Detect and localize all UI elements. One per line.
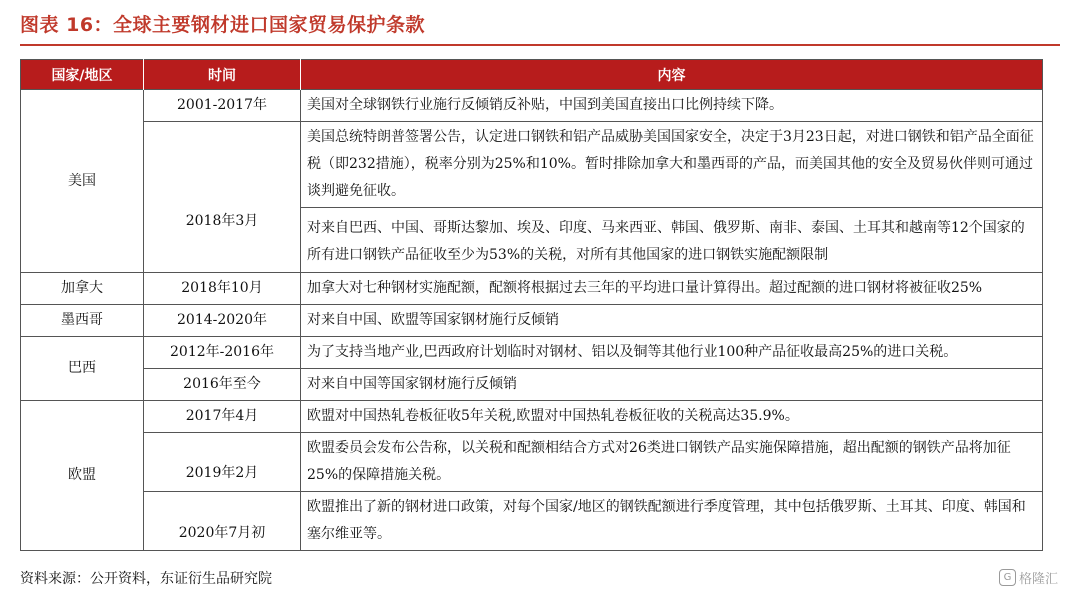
trade-protection-table [20,59,1043,551]
content-cell: 对来自中国、欧盟等国家钢材施行反倾销 [301,305,1043,337]
table-header-row [21,60,1043,90]
watermark [999,568,1058,587]
table-row [21,433,1043,492]
page-title: 图表 16：全球主要钢材进口国家贸易保护条款 [20,14,426,36]
country-cell: 美国 [21,90,144,273]
time-cell: 2018年10月 [144,273,301,305]
content-cell: 加拿大对七种钢材实施配额，配额将根据过去三年的平均进口量计算得出。超过配额的进口钢材将被征收25% [301,273,1043,305]
source-note: 资料来源：公开资料，东证衍生品研究院 [20,571,272,587]
time-cell: 2017年4月 [144,401,301,433]
watermark-text: 格隆汇 [1018,572,1058,587]
header-country: 国家/地区 [21,60,144,90]
time-cell: 2014-2020年 [144,305,301,337]
table-row [21,273,1043,305]
time-cell: 2020年7月初 [144,492,301,551]
country-cell: 墨西哥 [21,305,144,337]
table-row [21,492,1043,551]
country-cell: 加拿大 [21,273,144,305]
table-row [21,122,1043,208]
time-cell: 2016年至今 [144,369,301,401]
table-row [21,305,1043,337]
table-row [21,90,1043,122]
table-row [21,401,1043,433]
table-row [21,337,1043,369]
content-cell: 对来自中国等国家钢材施行反倾销 [301,369,1043,401]
content-cell: 欧盟推出了新的钢材进口政策，对每个国家/地区的钢铁配额进行季度管理，其中包括俄罗斯、土耳其、印度、韩国和塞尔维亚等。 [301,492,1043,551]
time-cell: 2012年-2016年 [144,337,301,369]
watermark-logo-icon: G [999,569,1016,586]
table-row [21,369,1043,401]
content-cell: 美国对全球钢铁行业施行反倾销反补贴，中国到美国直接出口比例持续下降。 [301,90,1043,122]
country-cell: 巴西 [21,337,144,401]
country-cell: 欧盟 [21,401,144,551]
content-cell: 欧盟对中国热轧卷板征收5年关税,欧盟对中国热轧卷板征收的关税高达35.9%。 [301,401,1043,433]
content-cell: 为了支持当地产业,巴西政府计划临时对钢材、铝以及铜等其他行业100种产品征收最高25%的进口关税。 [301,337,1043,369]
content-cell: 欧盟委员会发布公告称，以关税和配额相结合方式对26类进口钢铁产品实施保障措施，超出配额的钢铁产品将加征25%的保障措施关税。 [301,433,1043,492]
time-cell: 2019年2月 [144,433,301,492]
header-time: 时间 [144,60,301,90]
time-cell: 2001-2017年 [144,90,301,122]
content-cell: 美国总统特朗普签署公告，认定进口钢铁和铝产品威胁美国国家安全，决定于3月23日起，对进口钢铁和铝产品全面征税（即232措施），税率分别为25%和10%。暂时排除加拿大和墨西哥的产品，而美国其他的安全及贸易伙伴则可通过谈判避免征收。 [301,122,1043,208]
content-cell: 对来自巴西、中国、哥斯达黎加、埃及、印度、马来西亚、韩国、俄罗斯、南非、泰国、土耳其和越南等12个国家的所有进口钢铁产品征收至少为53%的关税，对所有其他国家的进口钢铁实施配额限制 [301,208,1043,273]
time-cell: 2018年3月 [144,122,301,273]
header-content: 内容 [301,60,1043,90]
title-divider [20,44,1060,46]
